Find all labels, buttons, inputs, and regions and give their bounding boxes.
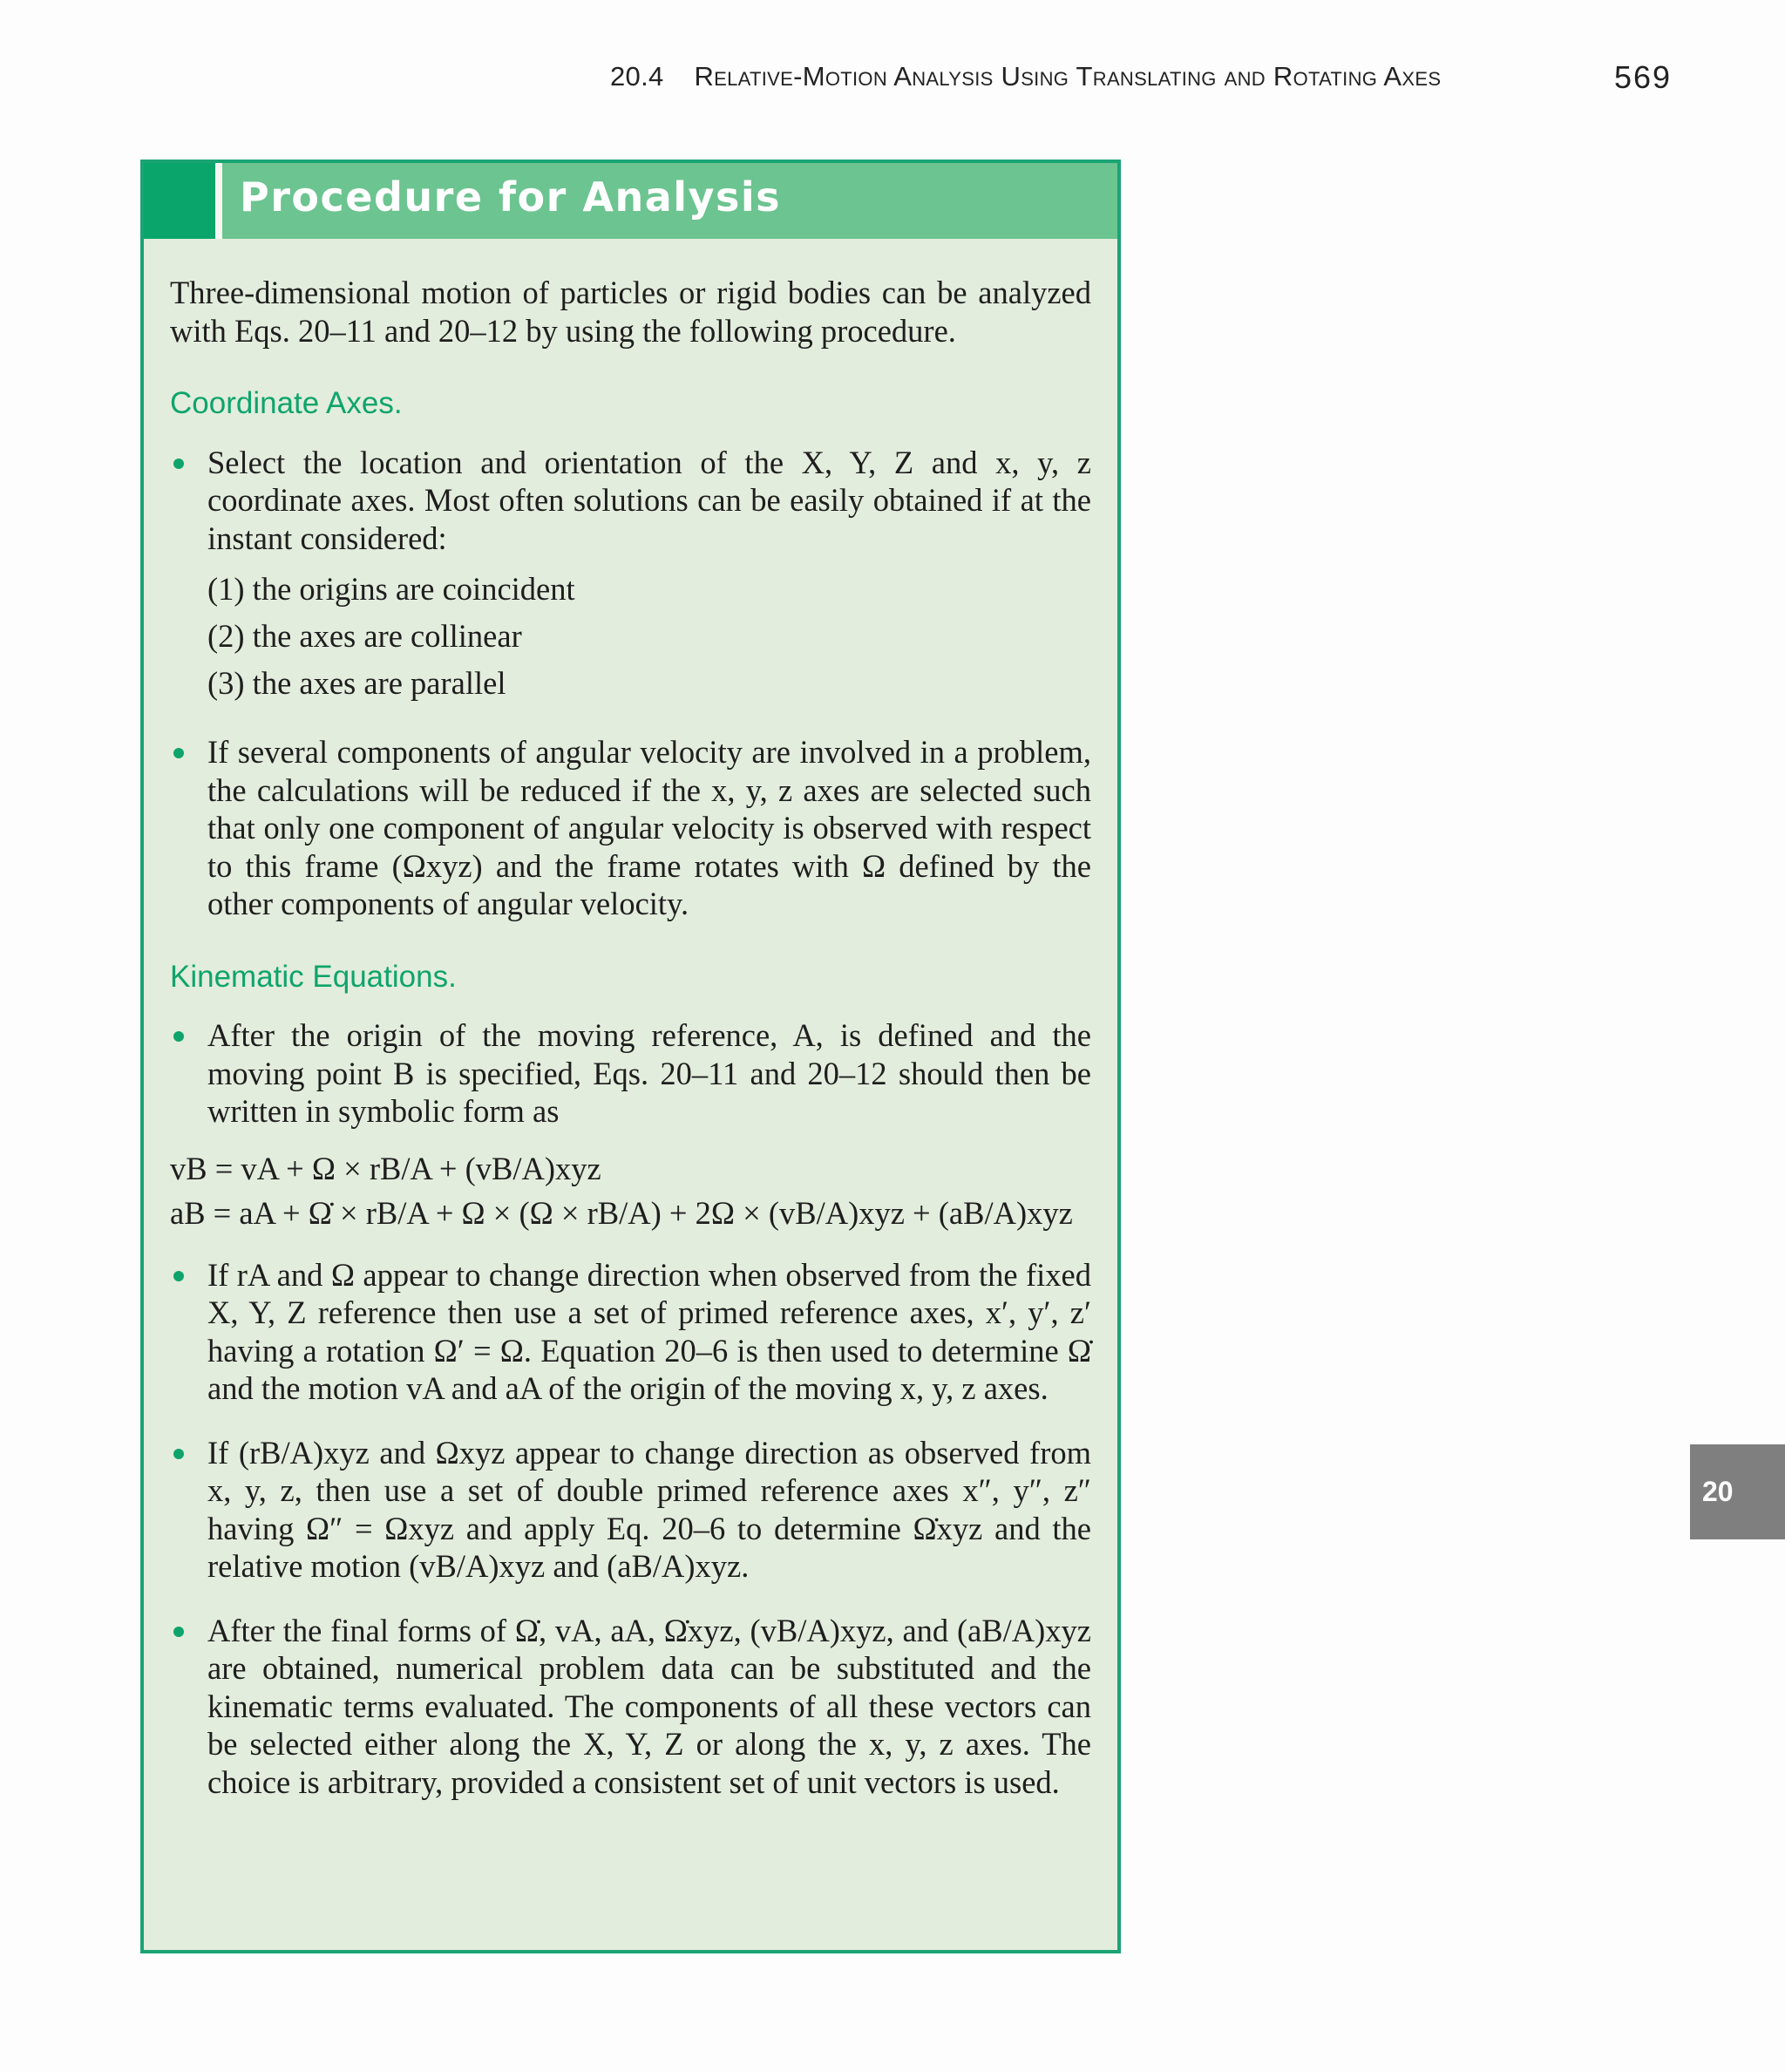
header-divider xyxy=(215,163,222,239)
section-number: 20.4 xyxy=(610,61,664,92)
section-heading-kinematic-equations: Kinematic Equations. xyxy=(170,959,457,994)
velocity-equation: vB = vA + Ω × rB/A + (vB/A)xyz xyxy=(170,1150,601,1186)
chapter-tab: 20 xyxy=(1690,1444,1785,1539)
intro-paragraph: Three-dimensional motion of particles or rigid bodies can be analyzed with Eqs. 20–11 and 20–12 by using the following procedure. xyxy=(170,275,1091,349)
bullet-double-primed-axes: If (rB/A)xyz and Ωxyz appear to change direction as observed from x, y, z, then use a set of double primed reference axes x″, y″, z″ having Ω″ = Ωxyz and apply Eq. 20–6 to determine Ω̇xyz and the relative motion (vB/A)xyz and (aB/A)xyz. xyxy=(170,1434,1091,1586)
bullet-final-forms: After the final forms of Ω̇, vA, aA, Ω̇xyz, (vB/A)xyz, and (aB/A)xyz are obtained, numerical problem data can be substituted and the kinematic terms evaluated. The components of all these vectors can be selected either along the X, Y, Z or along the x, y, z axes. The choice is arbitrary, provided a consistent set of unit vectors is used. xyxy=(170,1612,1091,1802)
condition-item: (3) the axes are parallel xyxy=(207,665,506,701)
procedure-box xyxy=(140,160,1121,1953)
section-title: Relative-Motion Analysis Using Translating and Rotating Axes xyxy=(694,61,1442,92)
bullet-select-axes: Select the location and orientation of the X, Y, Z and x, y, z coordinate axes. Most often solutions can be easily obtained if at the instant considered: xyxy=(170,444,1091,558)
bullet-angular-velocity: If several components of angular velocity are involved in a problem, the calculations will be reduced if the x, y, z axes are selected such that only one component of angular velocity is observed with respect to this frame (Ωxyz) and the frame rotates with Ω defined by the other components of angular velocity. xyxy=(170,733,1091,923)
header-tab-marker xyxy=(144,163,215,239)
condition-list xyxy=(207,566,1091,707)
acceleration-equation: aB = aA + Ω̇ × rB/A + Ω × (Ω × rB/A) + 2Ω × (vB/A)xyz + (aB/A)xyz xyxy=(170,1194,1073,1231)
condition-item: (1) the origins are coincident xyxy=(207,571,575,607)
box-content xyxy=(170,274,1091,1801)
section-heading-coordinate-axes: Coordinate Axes. xyxy=(170,386,403,420)
page-number: 569 xyxy=(1614,59,1673,95)
box-header xyxy=(144,163,1117,239)
condition-item: (2) the axes are collinear xyxy=(207,618,522,654)
running-head xyxy=(610,61,1441,92)
box-title: Procedure for Analysis xyxy=(240,173,782,221)
bullet-moving-reference: After the origin of the moving reference, A, is defined and the moving point B is specified, Eqs. 20–11 and 20–12 should then be written in symbolic form as xyxy=(170,1016,1091,1131)
bullet-primed-axes: If rA and Ω appear to change direction when observed from the fixed X, Y, Z reference then use a set of primed reference axes, x′, y′, z′ having a rotation Ω′ = Ω. Equation 20–6 is then used to determine Ω̇ and the motion vA and aA of the origin of the moving x, y, z axes. xyxy=(170,1256,1091,1408)
kinematic-equations xyxy=(170,1146,1091,1235)
